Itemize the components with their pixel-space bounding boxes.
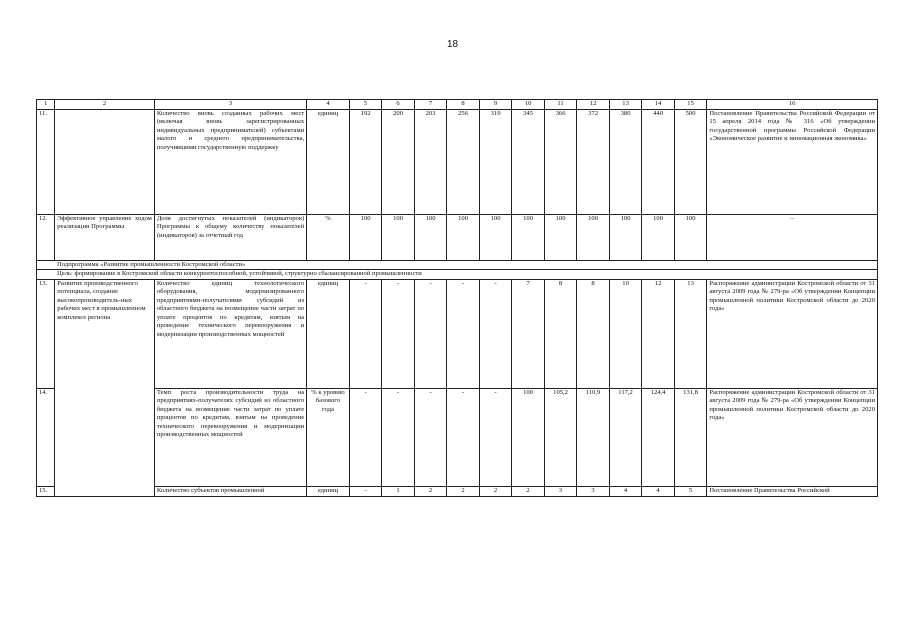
row-value: - [414, 279, 447, 388]
row-value: 131,8 [674, 388, 707, 486]
row-value: 100 [642, 214, 675, 260]
row-value: 105,2 [544, 388, 577, 486]
row-value: 2 [447, 486, 480, 496]
row-value: - [447, 388, 480, 486]
row-value: 440 [642, 109, 675, 214]
row-value: 12 [642, 279, 675, 388]
header-cell: 1 [37, 100, 55, 110]
row-source: – [707, 214, 878, 260]
row-indicator: Количество вновь созданных рабочих мест (включая вновь зарегистрированных индивидуальных предпринимателей) субъектами малого и среднего предпринимательства, получившими государственную поддержку [154, 109, 306, 214]
row-number: 14. [37, 388, 55, 486]
row-value: 500 [674, 109, 707, 214]
header-cell: 7 [414, 100, 447, 110]
row-value: 3 [544, 486, 577, 496]
row-value: 100 [447, 214, 480, 260]
row-value: - [414, 388, 447, 486]
row-value: 203 [414, 109, 447, 214]
row-value: 1 [382, 486, 415, 496]
row-goal: Развитие производственного потенциала, создание высокопроизводитель-ных рабочих мест в промышленном комплексе региона [55, 279, 155, 496]
row-value: 100 [544, 214, 577, 260]
row-number: 12. [37, 214, 55, 260]
row-value: 117,2 [609, 388, 642, 486]
table-row [37, 388, 878, 486]
header-cell: 2 [55, 100, 155, 110]
row-value: 3 [577, 486, 610, 496]
row-value: - [382, 279, 415, 388]
header-cell: 5 [349, 100, 382, 110]
header-cell: 8 [447, 100, 480, 110]
row-indicator: Количество единиц технологического оборудования, модернизированного предприятиями-получателями субсидий из областного бюджета на возмещение части затрат по уплате процентов по кредитам, взятым на проведение технического перевооружения и модернизации производственных мощностей [154, 279, 306, 388]
row-value: 345 [512, 109, 545, 214]
header-cell: 15 [674, 100, 707, 110]
row-value: 100 [479, 214, 512, 260]
row-number: 15. [37, 486, 55, 496]
row-value: 100 [609, 214, 642, 260]
row-source: Постановление Правительства Российской Федерации от 15 апреля 2014 года № 316 «Об утверждении государственной программы Российской Федерации «Экономическое развитие и инновационная экономика» [707, 109, 878, 214]
row-value: 8 [544, 279, 577, 388]
row-value: - [382, 388, 415, 486]
row-value: 100 [349, 214, 382, 260]
row-value: 10 [609, 279, 642, 388]
row-value: 200 [382, 109, 415, 214]
row-value: 8 [577, 279, 610, 388]
row-value: - [349, 486, 382, 496]
row-number: 13. [37, 279, 55, 388]
row-unit: % к уровню базового года [307, 388, 350, 486]
row-value: 2 [414, 486, 447, 496]
row-value: 2 [479, 486, 512, 496]
header-cell: 6 [382, 100, 415, 110]
row-value: 4 [609, 486, 642, 496]
row-number: 11. [37, 109, 55, 214]
row-value: 100 [382, 214, 415, 260]
row-value: 5 [674, 486, 707, 496]
row-value: 124,4 [642, 388, 675, 486]
header-cell: 12 [577, 100, 610, 110]
subprogram-row [37, 260, 878, 270]
row-value: - [479, 279, 512, 388]
subprogram-goal: Цель: формирование в Костромской области конкурентоспособной, устойчивой, структурно сбалансированной промышленности [37, 270, 878, 280]
goal-row [37, 270, 878, 280]
table-row [37, 214, 878, 260]
page-number: 18 [446, 39, 459, 50]
row-value: 380 [609, 109, 642, 214]
row-value: 4 [642, 486, 675, 496]
row-value: - [447, 279, 480, 388]
header-cell: 9 [479, 100, 512, 110]
row-indicator: Доля достигнутых показателей (индикаторов) Программы к общему количеству показателей (индикаторов) за отчетный год [154, 214, 306, 260]
row-value: 13 [674, 279, 707, 388]
row-value: 100 [512, 214, 545, 260]
header-cell: 16 [707, 100, 878, 110]
row-value: 2 [512, 486, 545, 496]
row-value: 100 [577, 214, 610, 260]
row-indicator: Количество субъектов промышленной [154, 486, 306, 496]
row-value: 7 [512, 279, 545, 388]
row-unit: единиц [307, 279, 350, 388]
row-goal: Эффективное управление ходом реализации Программы [55, 214, 155, 260]
header-cell: 13 [609, 100, 642, 110]
table-row [37, 109, 878, 214]
row-unit: единиц [307, 486, 350, 496]
row-value: 319 [479, 109, 512, 214]
row-value: - [349, 388, 382, 486]
header-cell: 14 [642, 100, 675, 110]
row-unit: % [307, 214, 350, 260]
row-value: 110,9 [577, 388, 610, 486]
row-value: 256 [447, 109, 480, 214]
table-row [37, 279, 878, 388]
header-cell: 4 [307, 100, 350, 110]
row-value: 366 [544, 109, 577, 214]
row-value: - [479, 388, 512, 486]
row-value: 100 [674, 214, 707, 260]
header-cell: 10 [512, 100, 545, 110]
subprogram-title: Подпрограмма «Развитие промышленности Костромской области» [37, 260, 878, 270]
row-source: Распоряжение администрации Костромской области от 31 августа 2009 года № 279-ра «Об утверждении Концепции промышленной политики Костромской области до 2020 года» [707, 388, 878, 486]
row-value: 192 [349, 109, 382, 214]
header-cell: 3 [154, 100, 306, 110]
row-unit: единиц [307, 109, 350, 214]
header-cell: 11 [544, 100, 577, 110]
header-row [37, 100, 878, 110]
table-row [37, 486, 878, 496]
indicators-table [36, 99, 878, 497]
row-value: 100 [414, 214, 447, 260]
row-indicator: Темп роста производительности труда на предприятиях-получателях субсидий из областного бюджета на возмещение части затрат по уплате процентов по кредитам, взятым на проведение технического перевооружения и модернизации производственных мощностей [154, 388, 306, 486]
row-source: Постановление Правительства Российской [707, 486, 878, 496]
row-value: 100 [512, 388, 545, 486]
row-goal [55, 109, 155, 214]
row-value: 372 [577, 109, 610, 214]
row-value: - [349, 279, 382, 388]
row-source: Распоряжение администрации Костромской области от 31 августа 2009 года № 279-ра «Об утверждении Концепции промышленной политики Костромской области до 2020 года» [707, 279, 878, 388]
